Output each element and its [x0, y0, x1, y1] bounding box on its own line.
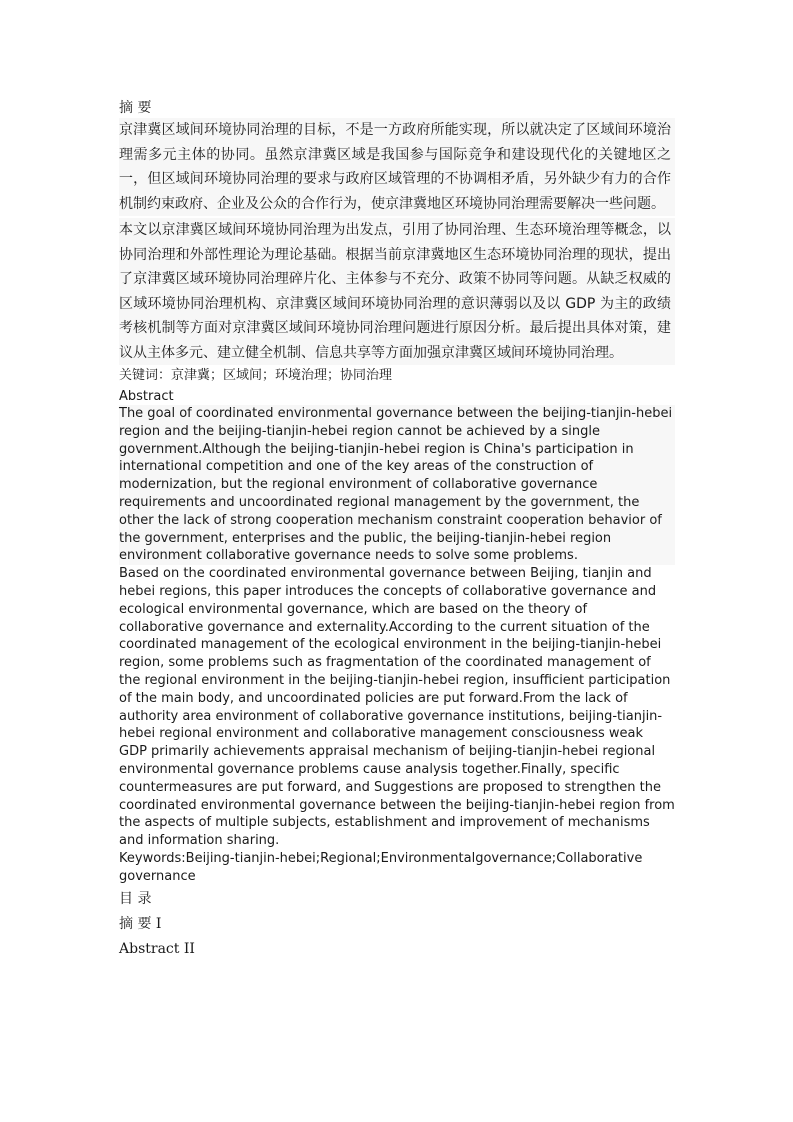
abstract-en-heading: Abstract — [119, 389, 174, 404]
abstract-zh-paragraph-2: 本文以京津冀区域间环境协同治理为出发点，引用了协同治理、生态环境治理等概念，以协同治理和外部性理论为理论基础。根据当前京津冀地区生态环境协同治理的现状，提出了京津冀区域环境协同治理碎片化、主体参与不充分、政策不协同等问题。从缺乏权威的区域环境协同治理机构、京津冀区域间环境协同治理的意识薄弱以及以 GDP 为主的政绩考核机制等方面对京津冀区域间环境协同治理问题进行原因分析。最后提出具体对策，建议从主体多元、建立健全机制、信息共享等方面加强京津冀区域间环境协同治理。 — [119, 218, 675, 365]
abstract-zh-paragraph-1: 京津冀区域间环境协同治理的目标，不是一方政府所能实现，所以就决定了区域间环境治理需多元主体的协同。虽然京津冀区域是我国参与国际竞争和建设现代化的关键地区之一，但区域间环境协同治理的要求与政府区域管理的不协调相矛盾，另外缺少有力的合作机制约束政府、企业及公众的合作行为，使京津冀地区环境协同治理需要解决一些问题。 — [119, 118, 675, 216]
abstract-zh-keywords: 关键词：京津冀；区域间；环境治理；协同治理 — [119, 368, 393, 383]
toc-item-abstract-en[interactable]: Abstract II — [119, 940, 195, 957]
toc-heading: 目 录 — [119, 890, 152, 907]
toc-item-abstract-zh[interactable]: 摘 要 I — [119, 915, 162, 932]
abstract-en-paragraph-1: The goal of coordinated environmental governance between the beijing-tianjin-hebei region and the beijing-tianjin-hebei region cannot be achieved by a single government.Although the beijing-tianjin-hebei region is China's participation in international competition and one of the key areas of the construction of modernization, but the regional environment of collaborative governance requirements and uncoordinated regional management by the government, the other the lack of strong cooperation mechanism constraint cooperation behavior of the government, enterprises and the public, the beijing-tianjin-hebei region environment collaborative governance needs to solve some problems. — [119, 405, 675, 565]
abstract-en-keywords: Keywords:Beijing-tianjin-hebei;Regional;Environmentalgovernance;Collaborative governance — [119, 850, 643, 884]
abstract-en-paragraph-2: Based on the coordinated environmental governance between Beijing, tianjin and hebei regions, this paper introduces the concepts of collaborative governance and ecological environmental governance, which are based on the theory of collaborative governance and externality.According to the current situation of the coordinated management of the ecological environment in the beijing-tianjin-hebei region, some problems such as fragmentation of the coordinated management of the regional environment in the beijing-tianjin-hebei region, insufficient participation of the main body, and uncoordinated policies are put forward.From the lack of authority area environment of collaborative governance institutions, beijing-tianjin-hebei regional environment and collaborative management consciousness weak GDP primarily achievements appraisal mechanism of beijing-tianjin-hebei regional environmental governance problems cause analysis together.Finally, specific countermeasures are put forward, and Suggestions are proposed to strengthen the coordinated environmental governance between the beijing-tianjin-hebei region from the aspects of multiple subjects, establishment and improvement of mechanisms and information sharing. — [119, 566, 675, 849]
document-page — [119, 98, 675, 959]
abstract-zh-heading: 摘 要 — [119, 100, 152, 116]
